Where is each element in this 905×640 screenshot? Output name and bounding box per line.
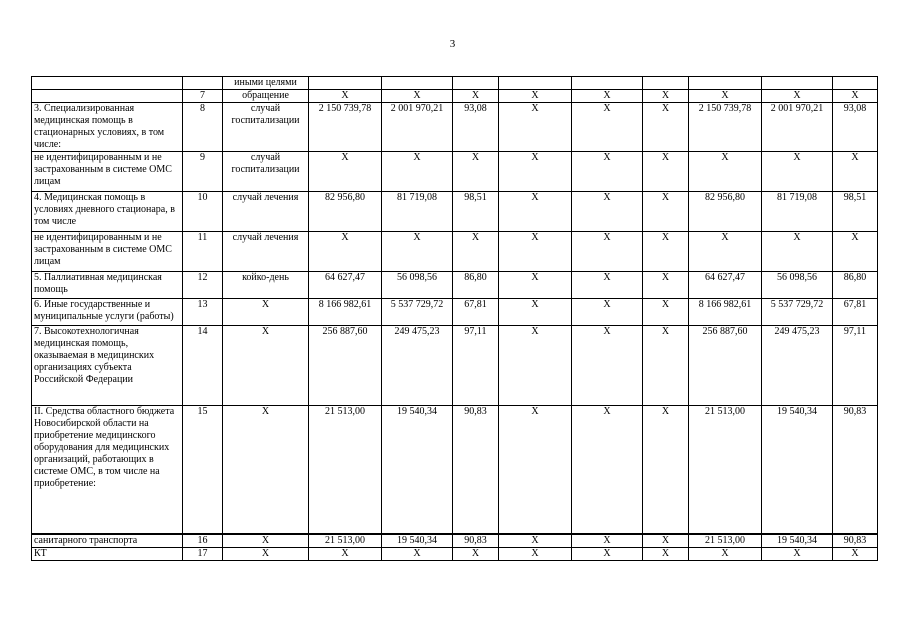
value-cell: Х — [689, 152, 762, 192]
value-cell: Х — [309, 232, 382, 272]
value-cell: Х — [833, 232, 878, 272]
value-cell: Х — [689, 547, 762, 560]
table-row — [32, 326, 878, 406]
value-cell: Х — [499, 406, 572, 534]
value-cell: Х — [572, 192, 643, 232]
row-label-cell: санитарного транспорта — [32, 534, 183, 548]
row-number-cell: 14 — [183, 326, 223, 406]
value-cell: Х — [643, 547, 689, 560]
value-cell: 82 956,80 — [689, 192, 762, 232]
value-cell: Х — [453, 90, 499, 103]
value-cell: Х — [382, 152, 453, 192]
value-cell: 97,11 — [833, 326, 878, 406]
value-cell: Х — [762, 232, 833, 272]
value-cell: 93,08 — [453, 103, 499, 152]
value-cell: 2 001 970,21 — [762, 103, 833, 152]
value-cell: Х — [499, 103, 572, 152]
row-number-cell: 8 — [183, 103, 223, 152]
value-cell: 64 627,47 — [689, 272, 762, 299]
header-cell: иными целями — [223, 77, 309, 90]
value-cell: Х — [643, 192, 689, 232]
value-cell: Х — [833, 152, 878, 192]
unit-cell: случай госпитализации — [223, 103, 309, 152]
value-cell: Х — [643, 326, 689, 406]
unit-cell: Х — [223, 406, 309, 534]
header-cell — [643, 77, 689, 90]
value-cell: Х — [453, 547, 499, 560]
row-label-cell: II. Средства областного бюджета Новосибирской области на приобретение медицинского оборудования для медицинских организаций, работающих в системе ОМС, в том числе на приобретение: — [32, 406, 183, 534]
unit-cell: Х — [223, 299, 309, 326]
table-row — [32, 103, 878, 152]
value-cell: Х — [499, 534, 572, 548]
table-row — [32, 232, 878, 272]
value-cell: Х — [499, 272, 572, 299]
value-cell: Х — [382, 547, 453, 560]
row-label-cell — [32, 90, 183, 103]
value-cell: 249 475,23 — [762, 326, 833, 406]
value-cell: 2 150 739,78 — [689, 103, 762, 152]
unit-cell: обращение — [223, 90, 309, 103]
table-row — [32, 547, 878, 560]
table-row — [32, 192, 878, 232]
row-number-cell: 15 — [183, 406, 223, 534]
row-label-cell: 7. Высокотехнологичная медицинская помощь, оказываемая в медицинских организациях субъекта Российской Федерации — [32, 326, 183, 406]
header-cell — [572, 77, 643, 90]
value-cell: Х — [643, 103, 689, 152]
row-number-cell: 12 — [183, 272, 223, 299]
unit-cell: случай лечения — [223, 232, 309, 272]
value-cell: 90,83 — [453, 534, 499, 548]
table-row — [32, 152, 878, 192]
value-cell: Х — [643, 406, 689, 534]
value-cell: Х — [499, 299, 572, 326]
value-cell: 5 537 729,72 — [382, 299, 453, 326]
row-label-cell: КТ — [32, 547, 183, 560]
table-row — [32, 272, 878, 299]
row-label-cell: 3. Специализированная медицинская помощь в стационарных условиях, в том числе: — [32, 103, 183, 152]
row-number-cell: 17 — [183, 547, 223, 560]
value-cell: Х — [382, 232, 453, 272]
value-cell: Х — [572, 90, 643, 103]
table-row — [32, 90, 878, 103]
value-cell: Х — [643, 299, 689, 326]
value-cell: Х — [572, 406, 643, 534]
row-label-cell: 5. Паллиативная медицинская помощь — [32, 272, 183, 299]
value-cell: 19 540,34 — [762, 406, 833, 534]
value-cell: Х — [689, 232, 762, 272]
value-cell: 64 627,47 — [309, 272, 382, 299]
value-cell: 98,51 — [833, 192, 878, 232]
header-cell — [382, 77, 453, 90]
unit-cell: случай госпитализации — [223, 152, 309, 192]
value-cell: Х — [309, 90, 382, 103]
value-cell: 8 166 982,61 — [309, 299, 382, 326]
value-cell: Х — [572, 103, 643, 152]
unit-cell: случай лечения — [223, 192, 309, 232]
unit-cell: Х — [223, 326, 309, 406]
value-cell: Х — [643, 152, 689, 192]
row-label-cell: не идентифицированным и не застрахованным в системе ОМС лицам — [32, 232, 183, 272]
value-cell: 21 513,00 — [689, 406, 762, 534]
row-number-cell: 7 — [183, 90, 223, 103]
value-cell: 256 887,60 — [309, 326, 382, 406]
header-fragment-row — [32, 77, 878, 90]
value-cell: Х — [453, 152, 499, 192]
value-cell: Х — [499, 547, 572, 560]
value-cell: Х — [762, 547, 833, 560]
value-cell: 56 098,56 — [762, 272, 833, 299]
header-cell — [32, 77, 183, 90]
value-cell: 21 513,00 — [689, 534, 762, 548]
header-cell — [183, 77, 223, 90]
row-number-cell: 13 — [183, 299, 223, 326]
value-cell: Х — [572, 299, 643, 326]
value-cell: Х — [833, 547, 878, 560]
row-label-cell: 6. Иные государственные и муниципальные услуги (работы) — [32, 299, 183, 326]
value-cell: Х — [572, 272, 643, 299]
value-cell: Х — [762, 152, 833, 192]
value-cell: 90,83 — [833, 534, 878, 548]
value-cell: Х — [453, 232, 499, 272]
value-cell: Х — [572, 326, 643, 406]
value-cell: 86,80 — [453, 272, 499, 299]
value-cell: Х — [499, 152, 572, 192]
value-cell: Х — [572, 534, 643, 548]
value-cell: Х — [572, 152, 643, 192]
report-table — [31, 76, 878, 561]
value-cell: Х — [643, 90, 689, 103]
value-cell: 97,11 — [453, 326, 499, 406]
value-cell: 19 540,34 — [762, 534, 833, 548]
value-cell: 8 166 982,61 — [689, 299, 762, 326]
header-cell — [499, 77, 572, 90]
value-cell: 67,81 — [833, 299, 878, 326]
value-cell: 82 956,80 — [309, 192, 382, 232]
value-cell: Х — [762, 90, 833, 103]
header-cell — [453, 77, 499, 90]
value-cell: Х — [309, 152, 382, 192]
value-cell: 2 150 739,78 — [309, 103, 382, 152]
value-cell: 81 719,08 — [382, 192, 453, 232]
value-cell: Х — [572, 547, 643, 560]
value-cell: 67,81 — [453, 299, 499, 326]
unit-cell: койко-день — [223, 272, 309, 299]
table-row — [32, 534, 878, 548]
value-cell: 19 540,34 — [382, 534, 453, 548]
value-cell: Х — [309, 547, 382, 560]
row-number-cell: 16 — [183, 534, 223, 548]
value-cell: Х — [382, 90, 453, 103]
table-row — [32, 406, 878, 534]
value-cell: 249 475,23 — [382, 326, 453, 406]
value-cell: 21 513,00 — [309, 534, 382, 548]
page-number: 3 — [449, 38, 456, 50]
value-cell: Х — [689, 90, 762, 103]
value-cell: 2 001 970,21 — [382, 103, 453, 152]
header-cell — [309, 77, 382, 90]
row-label-cell: 4. Медицинская помощь в условиях дневного стационара, в том числе — [32, 192, 183, 232]
header-cell — [833, 77, 878, 90]
value-cell: 98,51 — [453, 192, 499, 232]
value-cell: 81 719,08 — [762, 192, 833, 232]
value-cell: 86,80 — [833, 272, 878, 299]
header-cell — [762, 77, 833, 90]
value-cell: Х — [499, 192, 572, 232]
value-cell: 56 098,56 — [382, 272, 453, 299]
value-cell: Х — [499, 326, 572, 406]
table-row — [32, 299, 878, 326]
value-cell: 19 540,34 — [382, 406, 453, 534]
row-number-cell: 11 — [183, 232, 223, 272]
value-cell: 256 887,60 — [689, 326, 762, 406]
row-number-cell: 9 — [183, 152, 223, 192]
value-cell: 90,83 — [833, 406, 878, 534]
value-cell: Х — [643, 534, 689, 548]
value-cell: Х — [643, 232, 689, 272]
value-cell: 21 513,00 — [309, 406, 382, 534]
value-cell: Х — [643, 272, 689, 299]
value-cell: Х — [499, 232, 572, 272]
row-number-cell: 10 — [183, 192, 223, 232]
value-cell: Х — [833, 90, 878, 103]
value-cell: 90,83 — [453, 406, 499, 534]
value-cell: Х — [572, 232, 643, 272]
value-cell: Х — [499, 90, 572, 103]
header-cell — [689, 77, 762, 90]
value-cell: 5 537 729,72 — [762, 299, 833, 326]
row-label-cell: не идентифицированным и не застрахованным в системе ОМС лицам — [32, 152, 183, 192]
unit-cell: Х — [223, 534, 309, 548]
unit-cell: Х — [223, 547, 309, 560]
value-cell: 93,08 — [833, 103, 878, 152]
